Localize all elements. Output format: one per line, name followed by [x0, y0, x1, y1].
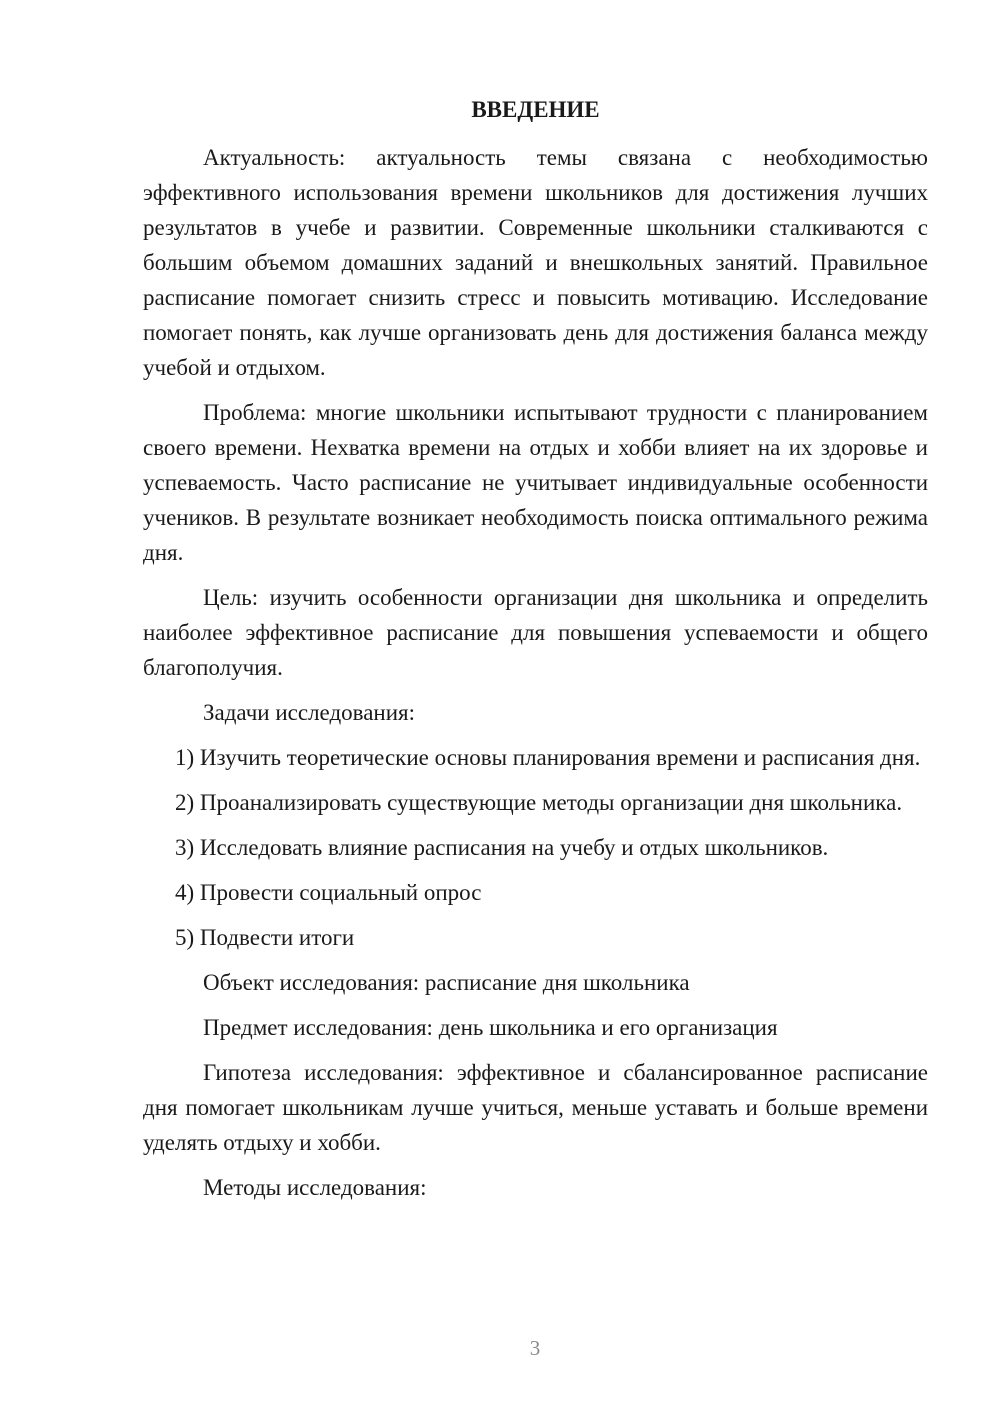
research-subject: Предмет исследования: день школьника и его организация: [203, 1015, 778, 1040]
tasks-heading: Задачи исследования:: [203, 700, 416, 725]
page-content: [143, 92, 928, 1215]
problem-paragraph: Проблема: многие школьники испытывают трудности с планированием своего времени. Нехватка времени на отдых и хобби влияет на их здоровье и успеваемость. Часто расписание не учитывает индивидуальные особенности учеников. В результате возникает необходимость поиска оптимального режима дня.: [143, 400, 928, 565]
section-title: ВВЕДЕНИЕ: [471, 97, 600, 122]
research-object: Объект исследования: расписание дня школьника: [203, 970, 690, 995]
task-item-1: 1) Изучить теоретические основы планирования времени и расписания дня.: [175, 745, 921, 770]
task-item-5: 5) Подвести итоги: [175, 925, 355, 950]
task-item-4: 4) Провести социальный опрос: [175, 880, 482, 905]
page-number: 3: [529, 1336, 541, 1360]
task-item-3: 3) Исследовать влияние расписания на учебу и отдых школьников.: [175, 835, 829, 860]
methods-heading: Методы исследования:: [203, 1175, 427, 1200]
goal-paragraph: Цель: изучить особенности организации дня школьника и определить наиболее эффективное расписание для повышения успеваемости и общего благополучия.: [143, 585, 928, 680]
task-item-2: 2) Проанализировать существующие методы организации дня школьника.: [175, 790, 903, 815]
research-hypothesis: Гипотеза исследования: эффективное и сбалансированное расписание дня помогает школьникам лучше учиться, меньше уставать и больше времени уделять отдыху и хобби.: [143, 1060, 928, 1155]
relevance-paragraph: Актуальность: актуальность темы связана с необходимостью эффективного использования времени школьников для достижения лучших результатов в учебе и развитии. Современные школьники сталкиваются с большим объемом домашних заданий и внешкольных занятий. Правильное расписание помогает снизить стресс и повысить мотивацию. Исследование помогает понять, как лучше организовать день для достижения баланса между учебой и отдыхом.: [143, 145, 928, 380]
